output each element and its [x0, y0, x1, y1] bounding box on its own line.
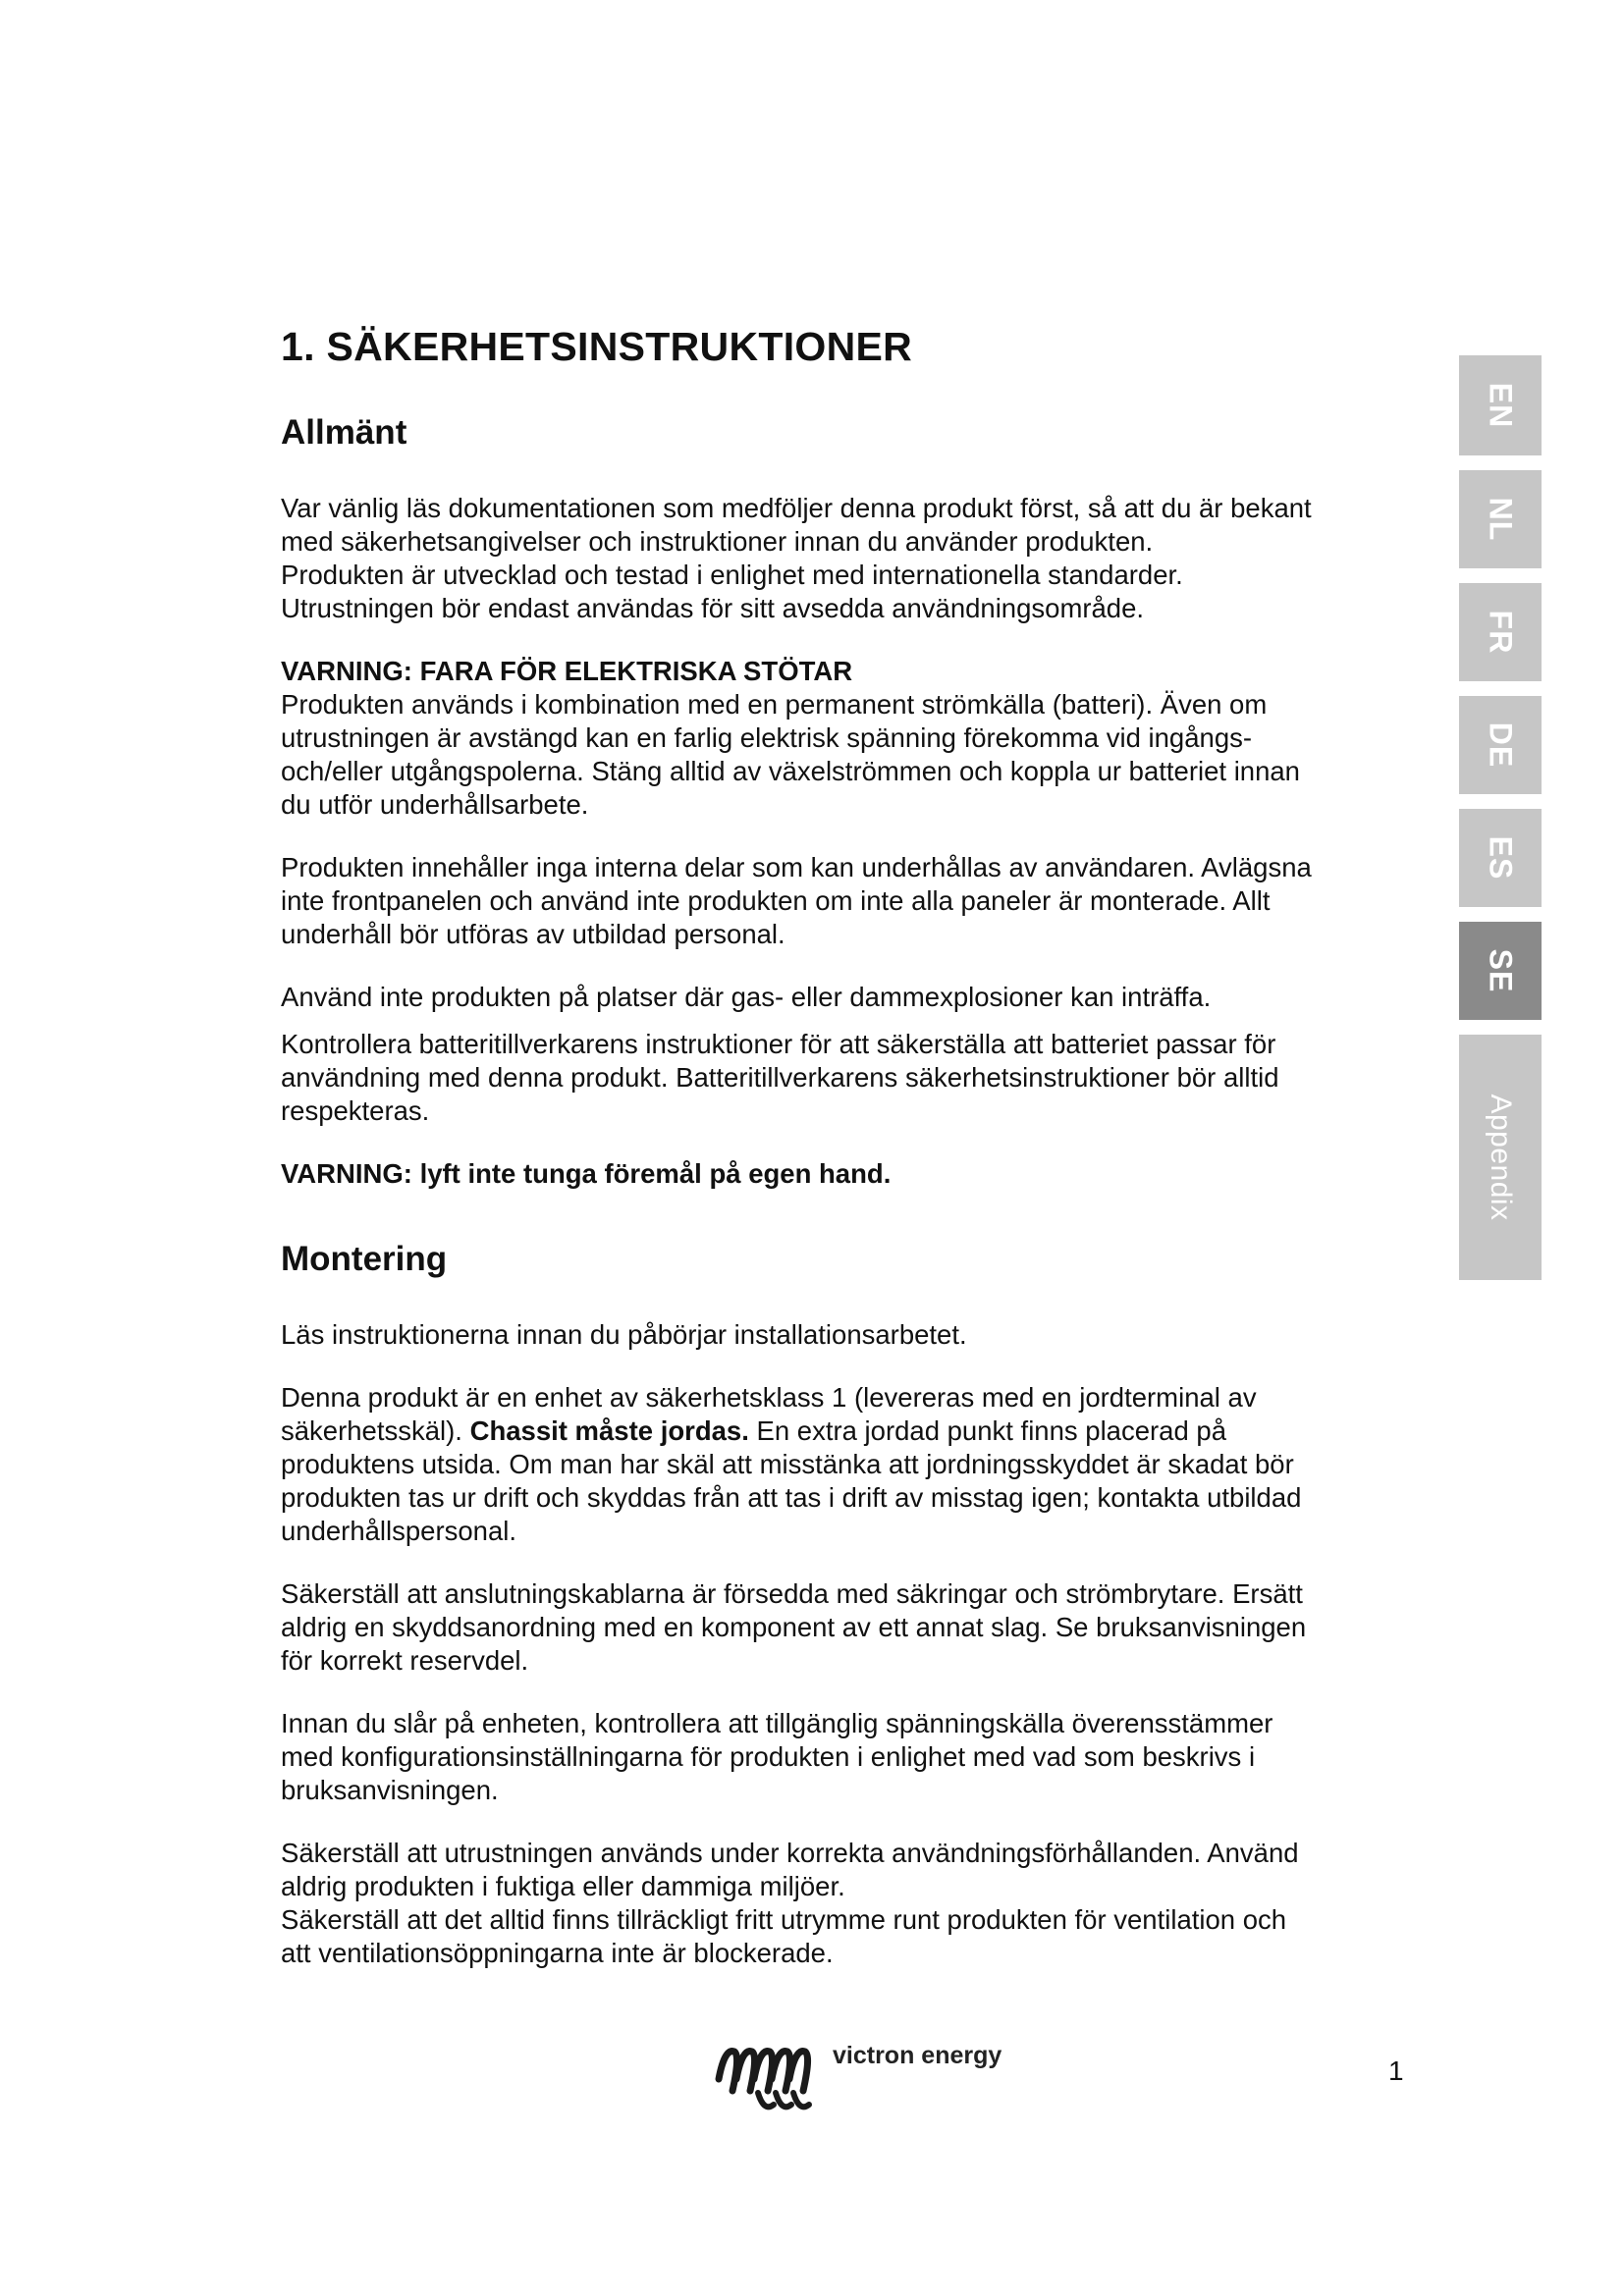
page-number: 1: [1388, 2056, 1404, 2086]
language-tabs: [1459, 355, 1542, 1295]
tab-fr[interactable]: [1459, 583, 1542, 681]
text-line: Säkerställ att anslutningskablarna är försedda med säkringar och strömbrytare. Ersätt: [281, 1578, 1303, 1609]
cables-paragraph: [281, 1577, 1420, 1678]
text-line: du utför underhållsarbete.: [281, 789, 589, 820]
text-line: produkten tas ur drift och skyddas från att tas i drift av misstag igen; kontakta utbildad: [281, 1482, 1302, 1513]
text-line: respekteras.: [281, 1095, 430, 1126]
section-title-allmant: Allmänt: [281, 413, 407, 452]
tab-label: Appendix: [1485, 1094, 1517, 1221]
text-line: med säkerhetsangivelser och instruktioner innan du använder produkten.: [281, 526, 1154, 557]
gas-paragraph: Använd inte produkten på platser där gas- eller dammexplosioner kan inträffa.: [281, 982, 1212, 1012]
text-line: aldrig produkten i fuktiga eller dammiga miljöer.: [281, 1871, 845, 1901]
text-line: användning med denna produkt. Batteritillverkarens säkerhetsinstruktioner bör alltid: [281, 1062, 1279, 1093]
text-line: aldrig en skyddsanordning med en komponent av ett annat slag. Se bruksanvisningen: [281, 1612, 1307, 1642]
text-line: Denna produkt är en enhet av säkerhetsklass 1 (levereras med en jordterminal av: [281, 1382, 1257, 1413]
intro-paragraph: [281, 492, 1420, 625]
tab-appendix[interactable]: [1459, 1035, 1542, 1280]
text-line: produktens utsida. Om man har skäl att misstänka att jordningsskyddet är skadat bör: [281, 1449, 1294, 1479]
text-line: Säkerställ att det alltid finns tillräckligt fritt utrymme runt produkten för ventilation och: [281, 1904, 1287, 1935]
text-span: En extra jordad punkt finns placerad på: [748, 1415, 1226, 1446]
power-source-paragraph: [281, 1707, 1420, 1807]
section-title-montering: Montering: [281, 1240, 448, 1278]
text-line: och/eller utgångspolerna. Stäng alltid av växelströmmen och koppla ur batteriet innan: [281, 756, 1300, 786]
tab-en[interactable]: [1459, 355, 1542, 455]
text-span: säkerhetsskäl).: [281, 1415, 470, 1446]
text-line: underhållspersonal.: [281, 1516, 517, 1546]
text-line: Säkerställ att utrustningen används under korrekta användningsförhållanden. Använd: [281, 1838, 1299, 1868]
text-line: inte frontpanelen och använd inte produkten om inte alla paneler är monterade. Allt: [281, 885, 1271, 916]
document-body: [281, 324, 1420, 2000]
internal-parts-paragraph: [281, 851, 1420, 951]
text-line: med konfigurationsinställningarna för produkten i enlighet med vad som beskrivs i: [281, 1741, 1256, 1772]
brand-name: victron energy: [833, 2042, 1002, 2069]
tab-se[interactable]: [1459, 922, 1542, 1020]
text-line: [281, 1415, 1420, 1448]
warning-electric-paragraph: [281, 688, 1420, 822]
tab-nl[interactable]: [1459, 470, 1542, 568]
tab-label: DE: [1483, 721, 1519, 769]
chassis-ground-emphasis: Chassit måste jordas.: [469, 1415, 749, 1446]
text-line: för korrekt reservdel.: [281, 1645, 529, 1676]
text-line: bruksanvisningen.: [281, 1775, 499, 1805]
tab-es[interactable]: [1459, 809, 1542, 907]
text-line: utrustningen är avstängd kan en farlig elektrisk spänning förekomma vid ingångs-: [281, 722, 1253, 753]
tab-label: NL: [1483, 497, 1519, 542]
text-line: Produkten är utvecklad och testad i enlighet med internationella standarder.: [281, 560, 1183, 590]
warning-heading-electric: VARNING: FARA FÖR ELEKTRISKA STÖTAR: [281, 656, 853, 686]
text-line: underhåll bör utföras av utbildad personal.: [281, 919, 785, 949]
text-line: att ventilationsöppningarna inte är blockerade.: [281, 1938, 834, 1968]
text-line: Produkten innehåller inga interna delar som kan underhållas av användaren. Avlägsna: [281, 852, 1312, 882]
install-paragraph: Läs instruktionerna innan du påbörjar installationsarbetet.: [281, 1319, 967, 1350]
battery-paragraph: [281, 1028, 1420, 1128]
tab-label: EN: [1483, 382, 1519, 429]
page-title: 1. SÄKERHETSINSTRUKTIONER: [281, 324, 913, 369]
safety-class-paragraph: [281, 1381, 1420, 1548]
text-line: Utrustningen bör endast användas för sitt avsedda användningsområde.: [281, 593, 1145, 623]
tab-label: FR: [1483, 610, 1519, 655]
tab-label: SE: [1483, 948, 1519, 993]
text-line: Innan du slår på enheten, kontrollera att tillgänglig spänningskälla överensstämmer: [281, 1708, 1273, 1738]
text-line: Var vänlig läs dokumentationen som medföljer denna produkt först, så att du är bekant: [281, 493, 1312, 523]
environment-paragraph: [281, 1837, 1420, 1970]
tab-label: ES: [1483, 835, 1519, 881]
tab-de[interactable]: [1459, 696, 1542, 794]
warning-heavy-lifting: VARNING: lyft inte tunga föremål på egen hand.: [281, 1158, 892, 1189]
text-line: Produkten används i kombination med en permanent strömkälla (batteri). Även om: [281, 689, 1268, 720]
text-line: Kontrollera batteritillverkarens instruktioner för att säkerställa att batteriet passar för: [281, 1029, 1276, 1059]
